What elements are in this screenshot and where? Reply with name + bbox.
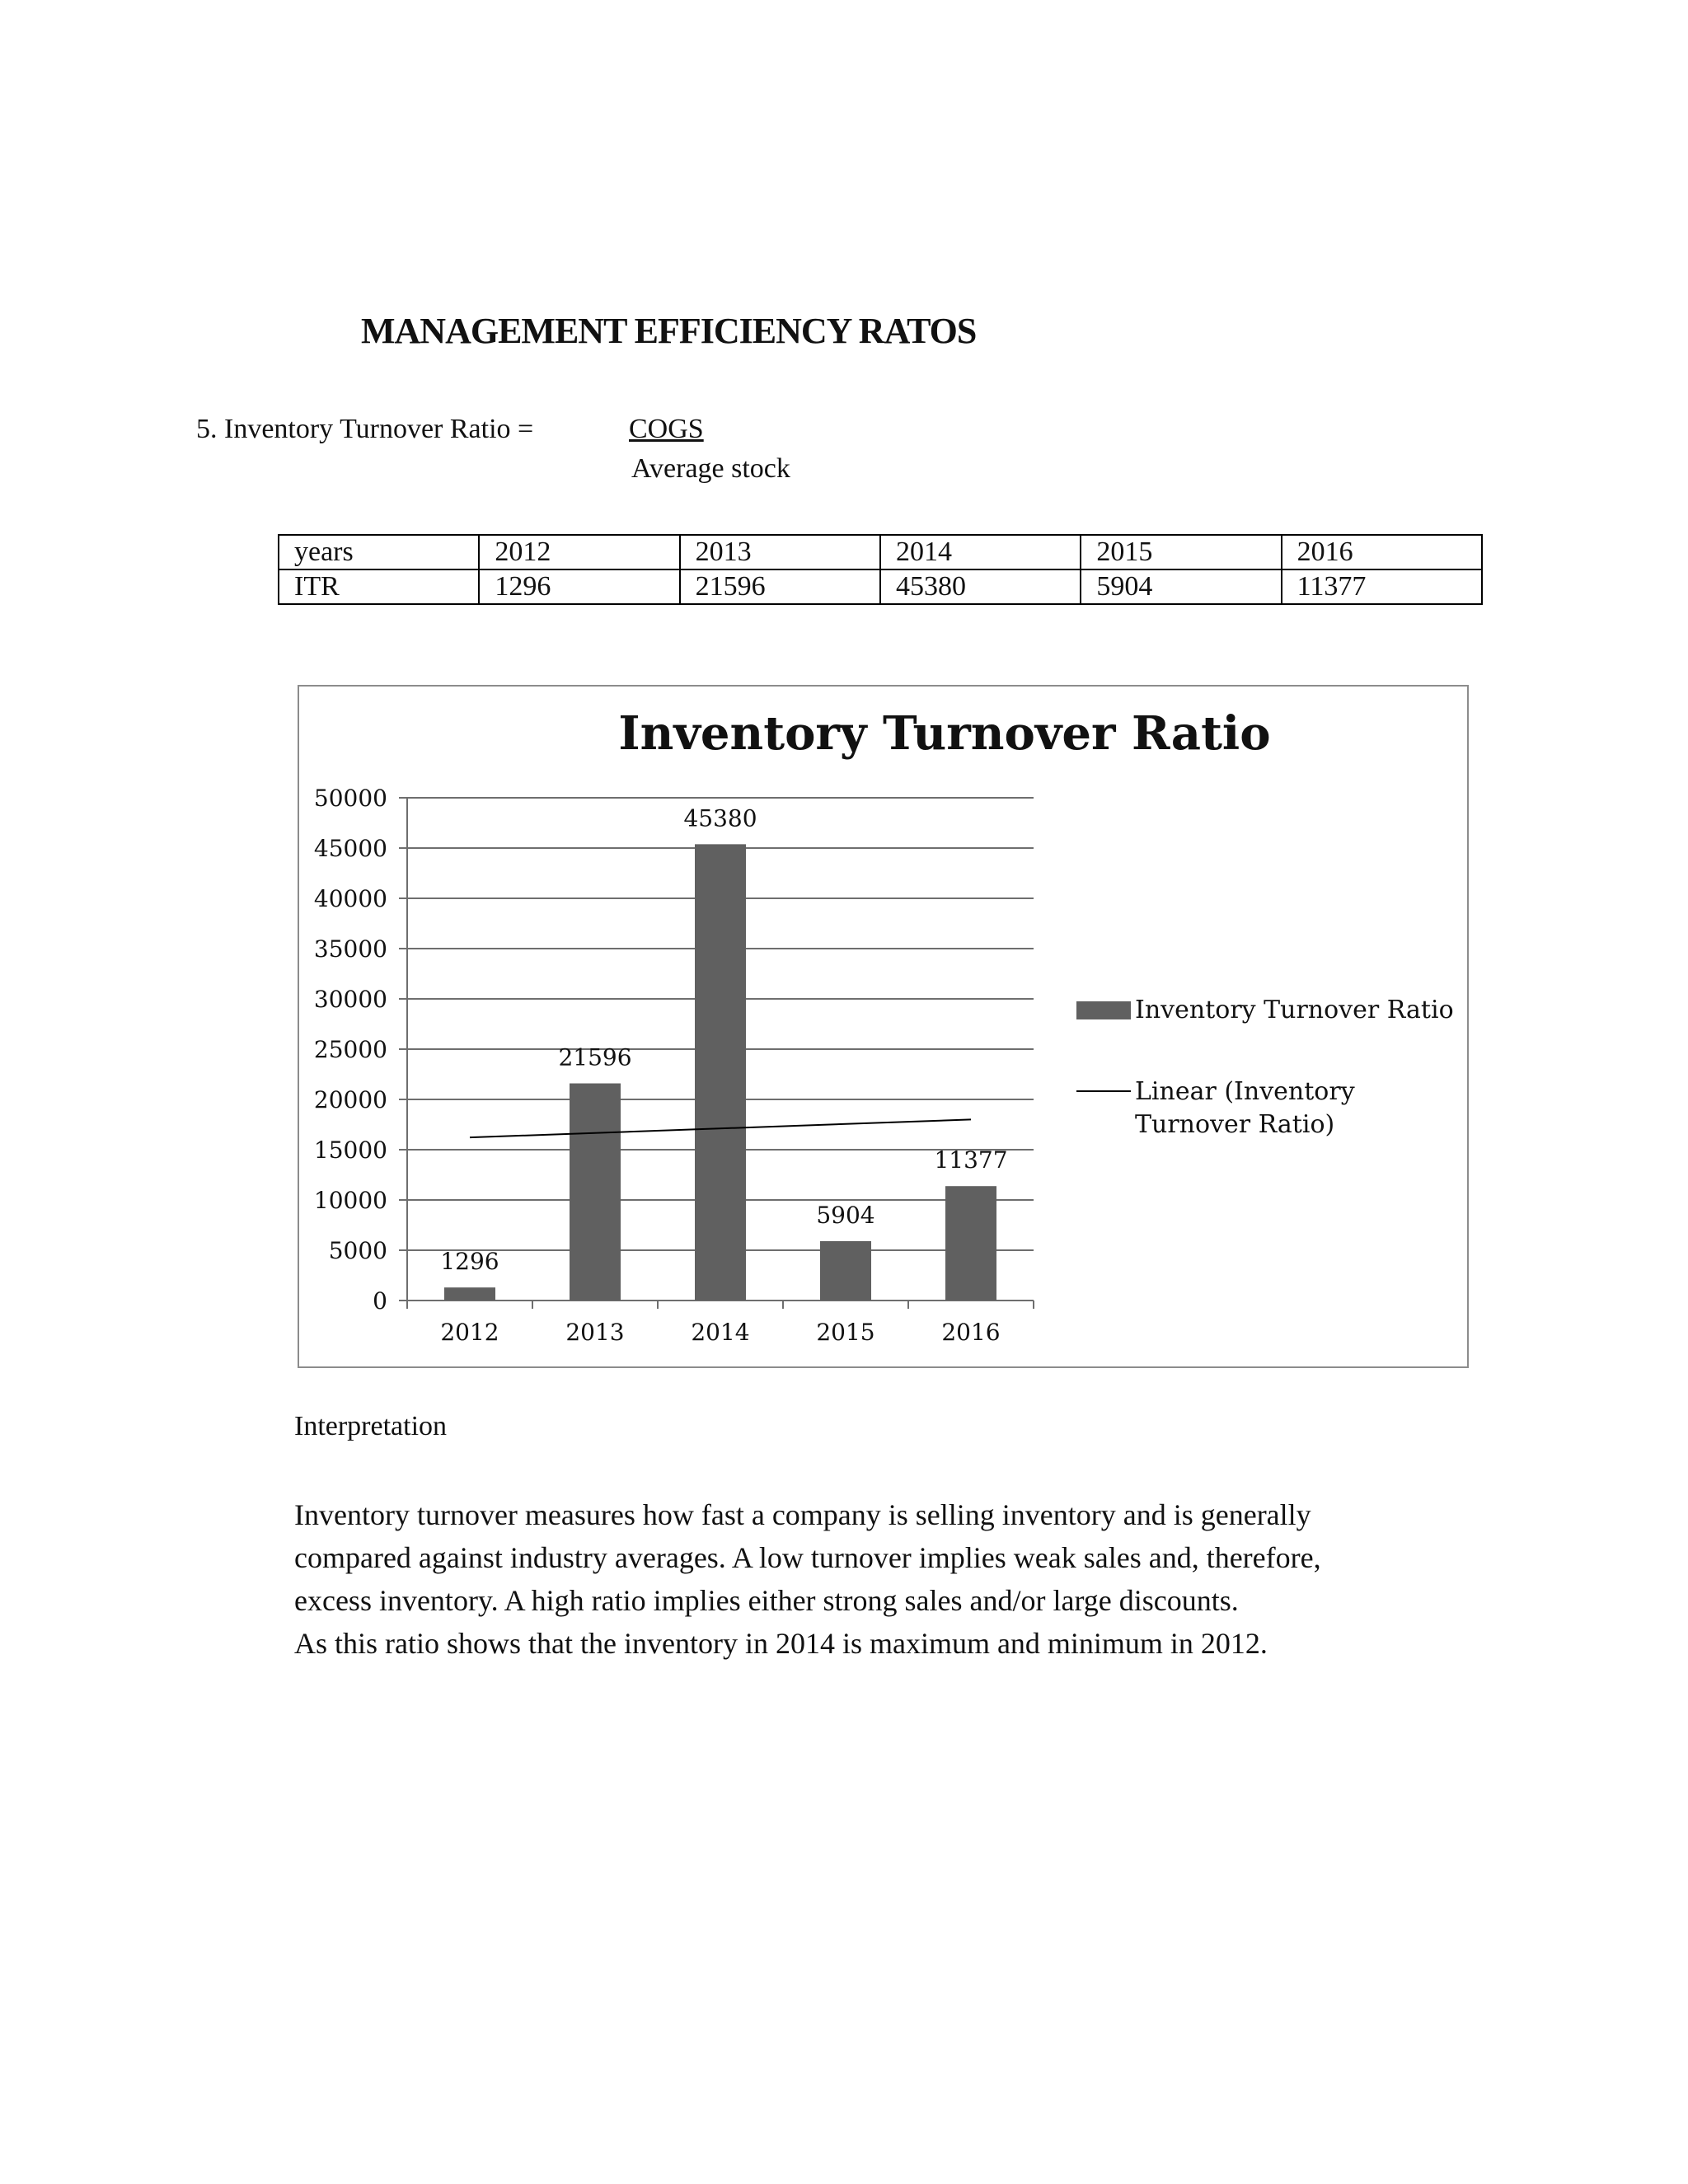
bar-2014	[695, 844, 746, 1301]
table-cell: 1296	[479, 569, 679, 604]
table-row-years	[279, 535, 1482, 569]
y-tick-label: 35000	[313, 935, 387, 963]
y-tick-label: 15000	[313, 1137, 387, 1164]
data-label: 21596	[558, 1043, 632, 1071]
y-tick-label: 5000	[328, 1237, 387, 1264]
table-row-itr	[279, 569, 1482, 604]
table-cell: 21596	[680, 569, 880, 604]
bar-2012	[444, 1287, 495, 1301]
interpretation-line: Inventory turnover measures how fast a company is selling inventory and is generally	[294, 1498, 1311, 1531]
x-tick-label: 2016	[941, 1319, 1001, 1346]
table-cell: years	[279, 535, 479, 569]
interpretation-title: Interpretation	[294, 1411, 448, 1441]
chart-title: Inventory Turnover Ratio	[618, 706, 1271, 761]
inventory-turnover-chart	[298, 685, 1469, 1368]
formula-numerator: COGS	[629, 414, 704, 444]
legend-bar-label: Inventory Turnover Ratio	[1135, 996, 1454, 1024]
x-tick-label: 2015	[816, 1319, 875, 1346]
interpretation-line: excess inventory. A high ratio implies either strong sales and/or large discounts.	[294, 1584, 1239, 1617]
table-cell: ITR	[279, 569, 479, 604]
table-cell: 2012	[479, 535, 679, 569]
y-tick-label: 20000	[313, 1086, 387, 1113]
page-heading: MANAGEMENT EFFICIENCY RATOS	[361, 311, 977, 351]
x-tick-label: 2013	[565, 1319, 625, 1346]
data-label: 11377	[934, 1146, 1008, 1174]
table-cell: 5904	[1081, 569, 1281, 604]
data-label: 5904	[816, 1201, 875, 1229]
x-tick-label: 2014	[691, 1319, 750, 1346]
formula-denominator: Average stock	[631, 453, 790, 484]
y-tick-label: 45000	[313, 835, 387, 862]
y-tick-label: 25000	[313, 1036, 387, 1063]
formula-label: 5. Inventory Turnover Ratio =	[196, 414, 534, 444]
table-cell: 2013	[680, 535, 880, 569]
bar-2016	[945, 1186, 996, 1301]
table-cell: 11377	[1282, 569, 1482, 604]
interpretation-paragraph	[294, 1493, 1481, 1665]
interpretation-line: As this ratio shows that the inventory in 2014 is maximum and minimum in 2012.	[294, 1627, 1268, 1660]
table-cell: 45380	[880, 569, 1081, 604]
table-cell: 2014	[880, 535, 1081, 569]
y-tick-label: 50000	[313, 785, 387, 812]
y-tick-label: 10000	[313, 1187, 387, 1214]
legend-bar-swatch	[1076, 1001, 1131, 1019]
data-label: 1296	[440, 1248, 499, 1276]
table-cell: 2016	[1282, 535, 1482, 569]
bar-2015	[820, 1241, 871, 1301]
y-tick-label: 40000	[313, 885, 387, 912]
y-tick-label: 0	[373, 1287, 387, 1315]
x-tick-label: 2012	[440, 1319, 499, 1346]
legend-line-label: Turnover Ratio)	[1135, 1110, 1335, 1139]
table-cell: 2015	[1081, 535, 1281, 569]
y-tick-label: 30000	[313, 986, 387, 1013]
data-label: 45380	[683, 804, 757, 832]
interpretation-line: compared against industry averages. A low turnover implies weak sales and, therefore,	[294, 1541, 1321, 1574]
bar-2013	[570, 1084, 621, 1301]
legend-line-label: Linear (Inventory	[1135, 1077, 1355, 1106]
itr-table	[278, 534, 1483, 605]
